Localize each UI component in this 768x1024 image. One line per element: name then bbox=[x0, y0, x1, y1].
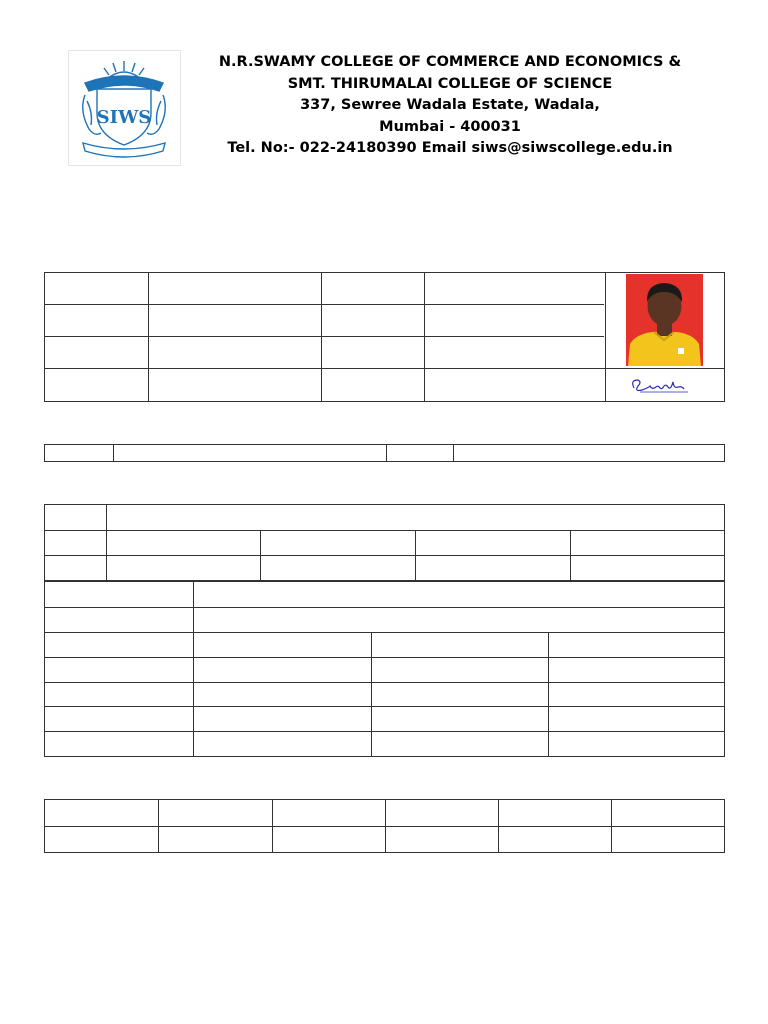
student-signature bbox=[626, 372, 703, 398]
student-photo bbox=[626, 274, 703, 366]
summary-table bbox=[44, 799, 725, 853]
info-strip-table bbox=[44, 444, 725, 462]
logo-monogram: SIWS bbox=[96, 107, 152, 128]
college-header bbox=[190, 52, 710, 160]
personal-details-table bbox=[44, 272, 725, 402]
signature-icon bbox=[626, 372, 703, 398]
academic-details-table bbox=[44, 504, 725, 757]
header-line-1: N.R.SWAMY COLLEGE OF COMMERCE AND ECONOMICS & bbox=[218, 54, 682, 70]
college-emblem-icon bbox=[69, 51, 180, 165]
header-line-2: SMT. THIRUMALAI COLLEGE OF SCIENCE bbox=[287, 75, 613, 92]
header-line-3: 337, Sewree Wadala Estate, Wadala, bbox=[300, 97, 600, 113]
header-line-5: Tel. No:- 022-24180390 Email siws@siwscollege.edu.in bbox=[227, 140, 673, 156]
college-logo bbox=[68, 50, 181, 166]
student-portrait-icon bbox=[626, 274, 703, 366]
header-line-4: Mumbai - 400031 bbox=[379, 118, 521, 135]
